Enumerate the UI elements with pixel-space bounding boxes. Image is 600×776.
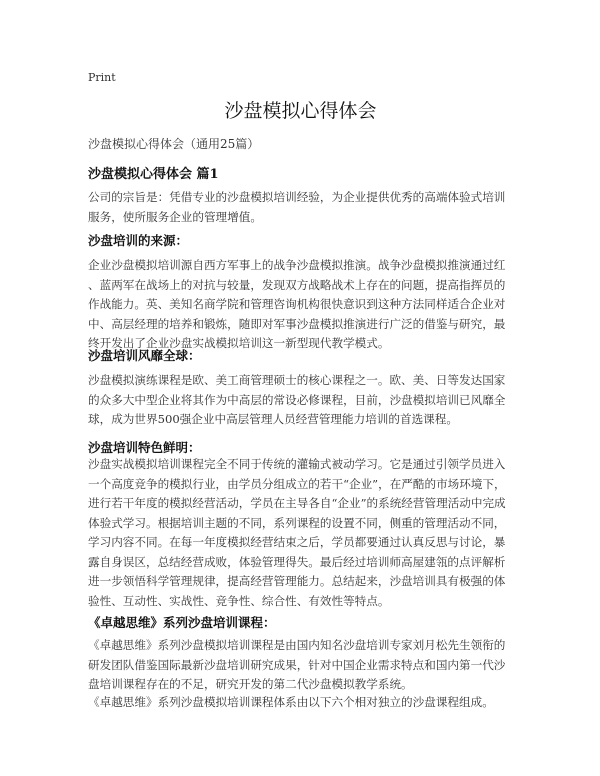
origin-paragraph bbox=[88, 256, 513, 354]
paragraph-line: 盘培训课程存在的不足，研究开发的第二代沙盘模拟教学系统。 bbox=[88, 677, 413, 691]
popular-paragraph bbox=[88, 371, 513, 430]
paragraph-line: 终开发出了企业沙盘实战模拟培训这一新型现代教学模式。 bbox=[88, 336, 390, 350]
paragraph-line: 一个高度竞争的模拟行业，由学员分组成立的若干“企业”，在严酷的市场环境下， bbox=[88, 476, 506, 491]
paragraph-line: 学习内容不同。在每一年度模拟经营结束之后，学员都要通过认真反思与讨论，暴 bbox=[88, 535, 506, 549]
paragraph-line: 沙盘实战模拟培训课程完全不同于传统的灌输式被动学习。它是通过引领学员进入 bbox=[88, 457, 506, 471]
paragraph-line: 公司的宗旨是：凭借专业的沙盘模拟培训经验，为企业提供优秀的高端体验式培训 bbox=[88, 190, 506, 204]
paragraph-line: 球，成为世界500强企业中高层管理人员经营管理能力培训的首选课程。 bbox=[88, 412, 458, 426]
document-subtitle: 沙盘模拟心得体会（通用25篇） bbox=[88, 137, 260, 151]
paragraph-line: 研发团队借鉴国际最新沙盘培训研究成果，针对中国企业需求特点和国内第一代沙 bbox=[88, 657, 506, 672]
paragraph-line: 《卓越思维》系列沙盘模拟培训课程体系由以下六个相对独立的沙盘课程组成。 bbox=[88, 695, 494, 709]
intro-paragraph bbox=[88, 188, 513, 227]
paragraph-line: 沙盘模拟演练课程是欧、美工商管理硕士的核心课程之一。欧、美、日等发达国家 bbox=[88, 373, 506, 387]
paragraph-line: 进一步领悟科学管理规律，提高经营管理能力。总结起来，沙盘培训具有极强的体 bbox=[88, 574, 506, 588]
course-paragraph bbox=[88, 636, 513, 695]
paragraph-line: 作战能力。英、美知名商学院和管理咨询机构很快意识到这种方法同样适合企业对 bbox=[88, 297, 506, 311]
paragraph-line: 体验式学习。根据培训主题的不同，系列课程的设置不同，侧重的管理活动不同， bbox=[88, 515, 506, 530]
section-heading-origin: 沙盘培训的来源： bbox=[88, 233, 189, 248]
paragraph-line: 露自身误区，总结经营成败，体验管理得失。最后经过培训师高屋建瓴的点评解析 bbox=[88, 554, 506, 569]
paragraph-line: 服务，使所服务企业的管理增值。 bbox=[88, 209, 262, 224]
paragraph-line: 中、高层经理的培养和锻炼，随即对军事沙盘模拟推演进行广泛的借鉴与研究，最 bbox=[88, 316, 506, 331]
paragraph-line: 企业沙盘模拟培训源自西方军事上的战争沙盘模拟推演。战争沙盘模拟推演通过红 bbox=[88, 258, 506, 272]
paragraph-line: 的众多大中型企业将其作为中高层的常设必修课程，目前，沙盘模拟培训已风靡全 bbox=[88, 392, 506, 407]
print-label[interactable]: Print bbox=[88, 71, 116, 84]
section-heading-features: 沙盘培训特色鲜明： bbox=[88, 440, 201, 455]
closing-paragraph bbox=[88, 693, 513, 713]
paragraph-line: 、蓝两军在战场上的对抗与较量，发现双方战略战术上存在的问题，提高指挥员的 bbox=[88, 277, 506, 292]
article-heading: 沙盘模拟心得体会 篇1 bbox=[88, 167, 219, 182]
paragraph-line: 验性、互动性、实战性、竞争性、综合性、有效性等特点。 bbox=[88, 593, 390, 608]
section-heading-course: 《卓越思维》系列沙盘培训课程： bbox=[88, 615, 276, 630]
paragraph-line: 《卓越思维》系列沙盘模拟培训课程是由国内知名沙盘培训专家刘月松先生领衔的 bbox=[88, 638, 506, 652]
paragraph-line: 进行若干年度的模拟经营活动，学员在主导各自“企业”的系统经营管理活动中完成 bbox=[88, 496, 506, 510]
section-heading-popular: 沙盘培训风靡全球： bbox=[88, 348, 201, 363]
features-paragraph bbox=[88, 455, 513, 611]
page-title: 沙盘模拟心得体会 bbox=[224, 100, 377, 122]
